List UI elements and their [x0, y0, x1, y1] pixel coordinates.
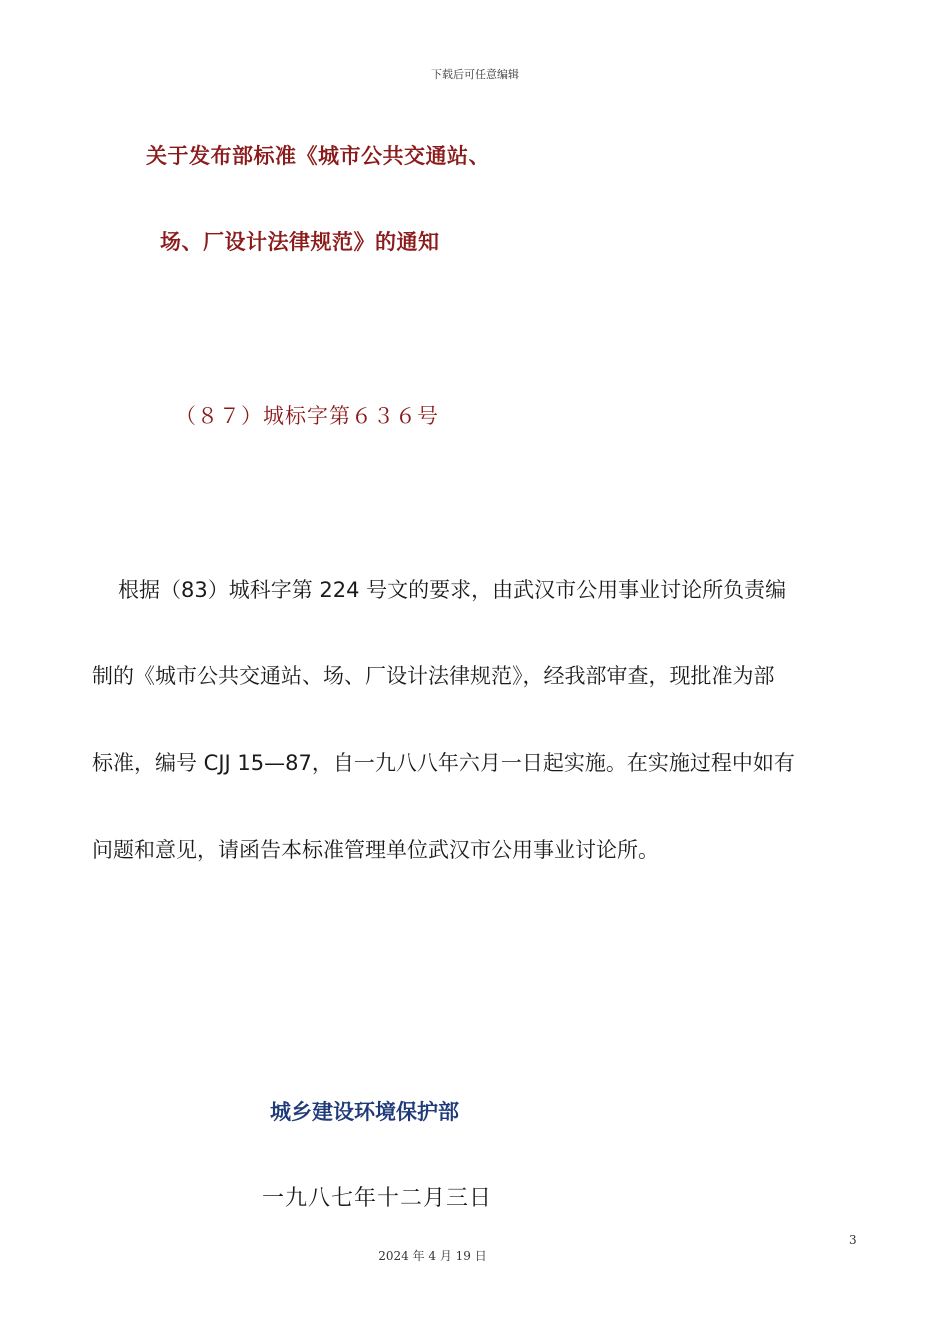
body-paragraph-line: 根据（83）城科字第 224 号文的要求，由武汉市公用事业讨论所负责编 [118, 578, 787, 602]
page-number: 3 [849, 1233, 857, 1247]
footer-date: 2024 年 4 月 19 日 [378, 1249, 487, 1263]
document-title-line-1: 关于发布部标准《城市公共交通站、 [146, 144, 490, 168]
document-title-line-2: 场、厂设计法律规范》的通知 [160, 230, 440, 254]
body-paragraph-line: 问题和意见，请函告本标准管理单位武汉市公用事业讨论所。 [92, 838, 659, 862]
signature-date: 一九八七年十二月三日 [262, 1186, 493, 1211]
body-paragraph-line: 制的《城市公共交通站、场、厂设计法律规范》，经我部审查，现批准为部 [92, 664, 775, 688]
page-header-note: 下载后可任意编辑 [431, 68, 519, 81]
document-reference-number: （８７）城标字第６３６号 [175, 404, 439, 428]
body-paragraph-line: 标准，编号 CJJ 15—87，自一九八八年六月一日起实施。在实施过程中如有 [92, 751, 795, 775]
issuing-authority: 城乡建设环境保护部 [270, 1100, 459, 1124]
